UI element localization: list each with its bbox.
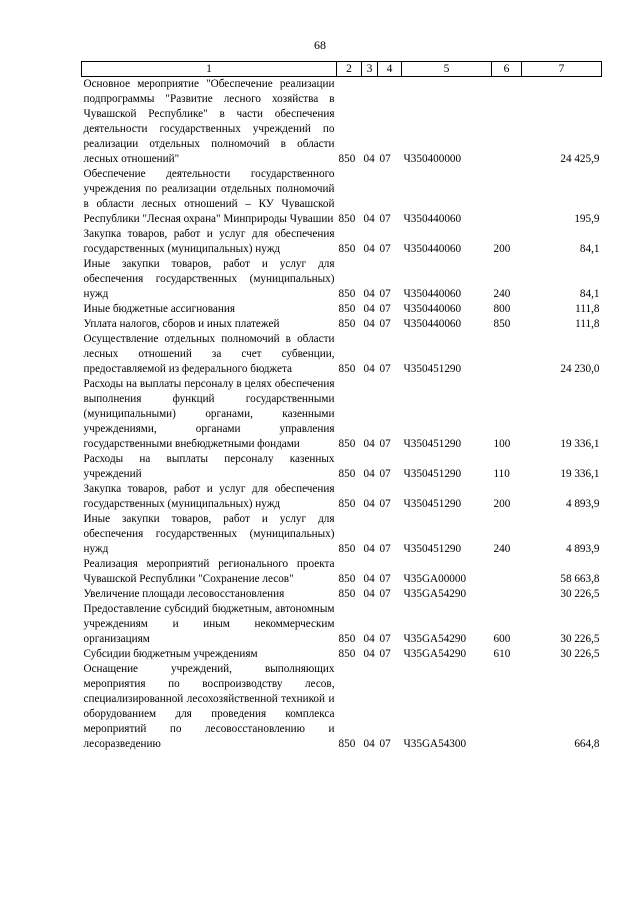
target-article-code: Ч350440060	[403, 303, 462, 315]
row-description: Осуществление отдельных полномочий в области лесных отношений за счет субвенции, предоставляемой из федерального бюджета	[83, 333, 335, 375]
section-code: 04	[363, 648, 375, 660]
ministry-code: 850	[338, 288, 356, 300]
expense-type-code: 200	[493, 243, 511, 255]
row-description: Расходы на выплаты персоналу казенных учреждений	[83, 453, 335, 480]
section-code: 04	[363, 498, 375, 510]
ministry-code: 850	[338, 543, 356, 555]
subsection-code: 07	[379, 468, 391, 480]
row-description: Закупка товаров, работ и услуг для обеспечения государственных (муниципальных) нужд	[83, 483, 335, 510]
table-row	[82, 167, 602, 227]
subsection-code: 07	[379, 153, 391, 165]
ministry-code: 850	[338, 468, 356, 480]
expense-type-code	[492, 77, 522, 168]
subsection-code: 07	[379, 303, 391, 315]
table-row	[82, 302, 602, 317]
table-row	[82, 587, 602, 602]
table-row	[82, 647, 602, 662]
section-code: 04	[363, 468, 375, 480]
row-description: Обеспечение деятельности государственного учреждения по реализации отдельных полномочий в области лесных отношений – КУ Чувашской Республики "Лесная охрана" Минприроды Чувашии	[83, 168, 335, 225]
target-article-code: Ч350440060	[403, 318, 462, 330]
table-header-row	[82, 62, 602, 77]
amount: 24 230,0	[560, 363, 600, 375]
ministry-code: 850	[338, 363, 356, 375]
expense-type-code	[492, 587, 522, 602]
expense-type-code: 100	[493, 438, 511, 450]
expense-type-code: 800	[493, 303, 511, 315]
section-code: 04	[363, 243, 375, 255]
amount: 111,8	[575, 318, 600, 330]
column-header: 4	[378, 62, 402, 77]
target-article-code: Ч35GA54300	[403, 738, 467, 750]
column-header: 6	[492, 62, 522, 77]
subsection-code: 07	[379, 213, 391, 225]
ministry-code: 850	[338, 573, 356, 585]
row-description: Расходы на выплаты персоналу в целях обеспечения выполнения функций государственными (муниципальными) органами, казенными учреждениями, органами управления государственными внебюджетными фондами	[83, 378, 335, 450]
budget-table	[81, 61, 602, 752]
table-row	[82, 452, 602, 482]
section-code: 04	[363, 318, 375, 330]
subsection-code: 07	[379, 738, 391, 750]
table-row	[82, 332, 602, 377]
subsection-code: 07	[379, 573, 391, 585]
table-row	[82, 512, 602, 557]
section-code: 04	[363, 573, 375, 585]
subsection-code: 07	[379, 318, 391, 330]
section-code: 04	[363, 213, 375, 225]
expense-type-code: 240	[493, 288, 511, 300]
row-description: Иные закупки товаров, работ и услуг для обеспечения государственных (муниципальных) нужд	[83, 258, 335, 300]
amount: 84,1	[579, 243, 600, 255]
target-article-code: Ч35GA54290	[403, 588, 467, 600]
target-article-code: Ч35GA54290	[403, 633, 467, 645]
table-row	[82, 317, 602, 332]
amount: 19 336,1	[560, 438, 600, 450]
ministry-code: 850	[338, 648, 356, 660]
table-row	[82, 557, 602, 587]
amount: 30 226,5	[560, 588, 600, 600]
subsection-code: 07	[379, 243, 391, 255]
row-description: Иные закупки товаров, работ и услуг для обеспечения государственных (муниципальных) нужд	[83, 513, 335, 555]
expense-type-code	[492, 167, 522, 227]
section-code: 04	[363, 738, 375, 750]
row-description: Уплата налогов, сборов и иных платежей	[83, 318, 280, 330]
ministry-code: 850	[338, 438, 356, 450]
subsection-code: 07	[379, 588, 391, 600]
expense-type-code	[492, 662, 522, 752]
amount: 58 663,8	[560, 573, 600, 585]
subsection-code: 07	[379, 648, 391, 660]
expense-type-code: 610	[493, 648, 511, 660]
table-row	[82, 257, 602, 302]
target-article-code: Ч350451290	[403, 543, 462, 555]
section-code: 04	[363, 288, 375, 300]
table-row	[82, 77, 602, 168]
subsection-code: 07	[379, 498, 391, 510]
section-code: 04	[363, 153, 375, 165]
subsection-code: 07	[379, 543, 391, 555]
expense-type-code: 110	[493, 468, 510, 480]
column-header: 3	[362, 62, 378, 77]
section-code: 04	[363, 633, 375, 645]
section-code: 04	[363, 588, 375, 600]
section-code: 04	[363, 303, 375, 315]
target-article-code: Ч350400000	[403, 153, 462, 165]
expense-type-code	[492, 332, 522, 377]
row-description: Иные бюджетные ассигнования	[83, 303, 235, 315]
table-row	[82, 662, 602, 752]
ministry-code: 850	[338, 588, 356, 600]
row-description: Субсидии бюджетным учреждениям	[83, 648, 258, 660]
amount: 30 226,5	[560, 633, 600, 645]
ministry-code: 850	[338, 243, 356, 255]
table-row	[82, 377, 602, 452]
expense-type-code: 240	[493, 543, 511, 555]
column-header: 5	[402, 62, 492, 77]
amount: 30 226,5	[560, 648, 600, 660]
column-header: 1	[82, 62, 337, 77]
amount: 19 336,1	[560, 468, 600, 480]
section-code: 04	[363, 543, 375, 555]
amount: 24 425,9	[560, 153, 600, 165]
row-description: Предоставление субсидий бюджетным, автономным учреждениям и иным некоммерческим организациям	[83, 603, 335, 645]
row-description: Увеличение площади лесовосстановления	[83, 588, 285, 600]
amount: 664,8	[574, 738, 600, 750]
amount: 195,9	[574, 213, 600, 225]
ministry-code: 850	[338, 633, 356, 645]
target-article-code: Ч35GA54290	[403, 648, 467, 660]
subsection-code: 07	[379, 288, 391, 300]
ministry-code: 850	[338, 153, 356, 165]
row-description: Оснащение учреждений, выполняющих мероприятия по воспроизводству лесов, специализированной лесохозяйственной техникой и оборудованием для проведения комплекса мероприятий по лесовосстановлению и лесоразведению	[83, 663, 335, 750]
row-description: Закупка товаров, работ и услуг для обеспечения государственных (муниципальных) нужд	[83, 228, 335, 255]
target-article-code: Ч350440060	[403, 288, 462, 300]
expense-type-code: 850	[493, 318, 511, 330]
section-code: 04	[363, 438, 375, 450]
amount: 84,1	[579, 288, 600, 300]
amount: 111,8	[575, 303, 600, 315]
target-article-code: Ч350451290	[403, 363, 462, 375]
table-body	[82, 77, 602, 753]
target-article-code: Ч350451290	[403, 498, 462, 510]
amount: 4 893,9	[565, 543, 600, 555]
amount: 4 893,9	[565, 498, 600, 510]
subsection-code: 07	[379, 363, 391, 375]
table-row	[82, 602, 602, 647]
ministry-code: 850	[338, 498, 356, 510]
target-article-code: Ч350451290	[403, 438, 462, 450]
table-row	[82, 227, 602, 257]
target-article-code: Ч350440060	[403, 213, 462, 225]
target-article-code: Ч350440060	[403, 243, 462, 255]
section-code: 04	[363, 363, 375, 375]
ministry-code: 850	[338, 213, 356, 225]
ministry-code: 850	[338, 318, 356, 330]
ministry-code: 850	[338, 738, 356, 750]
column-header: 2	[337, 62, 362, 77]
subsection-code: 07	[379, 633, 391, 645]
subsection-code: 07	[379, 438, 391, 450]
target-article-code: Ч350451290	[403, 468, 462, 480]
row-description: Основное мероприятие "Обеспечение реализации подпрограммы "Развитие лесного хозяйства в Чувашской Республике" в части обеспечения деятельности государственных учреждений по реализации отдельных полномочий в области лесных отношений"	[83, 78, 335, 165]
ministry-code: 850	[338, 303, 356, 315]
expense-type-code: 600	[493, 633, 511, 645]
page-number: 68	[314, 38, 326, 52]
row-description: Реализация мероприятий регионального проекта Чувашской Республики "Сохранение лесов"	[83, 558, 335, 585]
expense-type-code	[492, 557, 522, 587]
column-header: 7	[522, 62, 602, 77]
target-article-code: Ч35GA00000	[403, 573, 467, 585]
expense-type-code: 200	[493, 498, 511, 510]
table-row	[82, 482, 602, 512]
